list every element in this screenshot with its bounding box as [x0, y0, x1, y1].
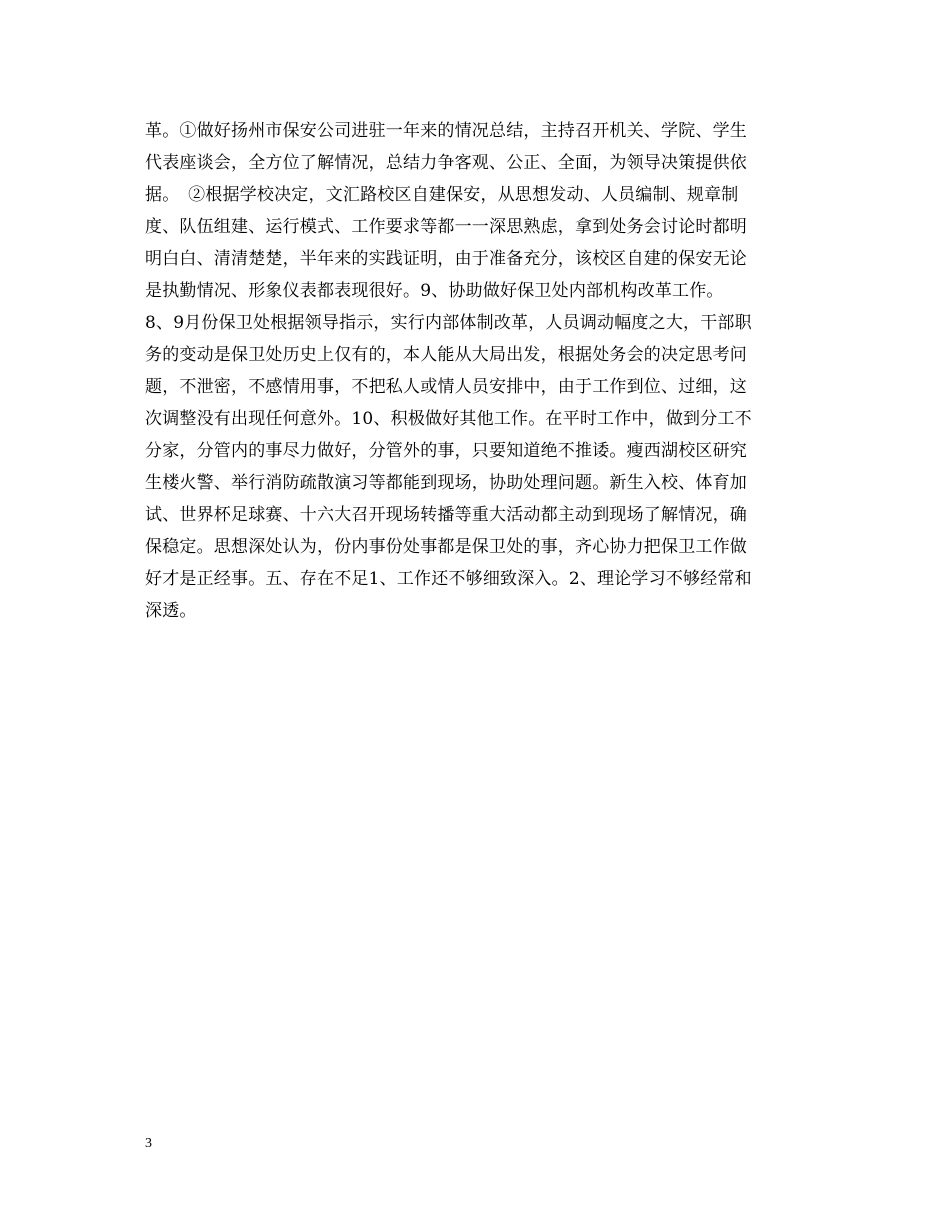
- text-line-2: 代表座谈会，全方位了解情况，总结力争客观、公正、全面，为领导决策提供依: [145, 153, 747, 173]
- text-line-8: 务的变动是保卫处历史上仅有的，本人能从大局出发，根据处务会的决定思考问: [145, 345, 747, 365]
- text-line-16: 深透。: [145, 601, 197, 621]
- text-line-13: 试、世界杯足球赛、十六大召开现场转播等重大活动都主动到现场了解情况，确: [145, 505, 747, 525]
- text-line-9: 题，不泄密，不感情用事，不把私人或情人员安排中，由于工作到位、过细，这: [145, 377, 747, 397]
- page-number: 3: [145, 1136, 152, 1151]
- text-line-4: 度、队伍组建、运行模式、工作要求等都一一深思熟虑，拿到处务会讨论时都明: [145, 217, 747, 237]
- text-line-5: 明白白、清清楚楚，半年来的实践证明，由于准备充分，该校区自建的保安无论: [145, 249, 747, 269]
- text-line-3: 据。 ②根据学校决定，文汇路校区自建保安，从思想发动、人员编制、规章制: [145, 185, 739, 205]
- text-line-7: 8、9月份保卫处根据领导指示，实行内部体制改革，人员调动幅度之大，干部职: [145, 313, 752, 333]
- text-line-10: 次调整没有出现任何意外。10、积极做好其他工作。在平时工作中，做到分工不: [145, 409, 752, 429]
- text-line-15: 好才是正经事。五、存在不足1、工作还不够细致深入。2、理论学习不够经常和: [145, 569, 752, 589]
- text-line-6: 是执勤情况、形象仪表都表现很好。9、协助做好保卫处内部机构改革工作。: [145, 281, 724, 301]
- text-line-11: 分家，分管内的事尽力做好，分管外的事，只要知道绝不推诿。瘦西湖校区研究: [145, 441, 747, 461]
- text-line-14: 保稳定。思想深处认为，份内事份处事都是保卫处的事，齐心协力把保卫工作做: [145, 537, 747, 557]
- text-line-1: 革。①做好扬州市保安公司进驻一年来的情况总结，主持召开机关、学院、学生: [145, 121, 747, 141]
- text-line-12: 生楼火警、举行消防疏散演习等都能到现场，协助处理问题。新生入校、体育加: [145, 473, 747, 493]
